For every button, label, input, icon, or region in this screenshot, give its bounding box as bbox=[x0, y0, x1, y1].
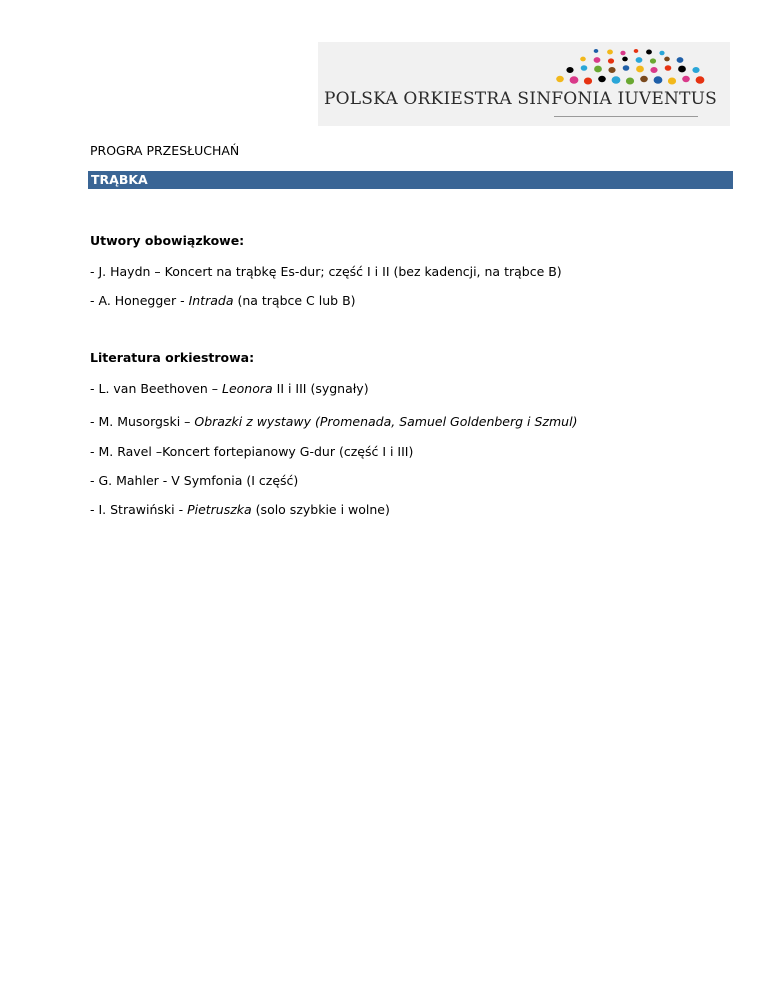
logo-dot bbox=[636, 57, 643, 63]
item-text-suffix: (solo szybkie i wolne) bbox=[251, 502, 390, 517]
item-text: - M. Musorgski – bbox=[90, 414, 195, 429]
logo-dot bbox=[623, 65, 630, 71]
logo-dot bbox=[608, 58, 614, 63]
orchestral-item-3 bbox=[90, 444, 413, 459]
logo-dot bbox=[581, 65, 588, 71]
mandatory-heading: Utwory obowiązkowe: bbox=[90, 233, 245, 248]
logo-dot bbox=[659, 51, 664, 55]
item-text-suffix: II i III (sygnały) bbox=[272, 381, 369, 396]
logo-dot bbox=[622, 57, 628, 62]
document-title: PROGRA PRZESŁUCHAŃ bbox=[90, 143, 240, 158]
orchestral-item-1 bbox=[90, 381, 369, 396]
item-text: - M. Ravel –Koncert fortepianowy G-dur (część I i III) bbox=[90, 444, 414, 459]
logo-dot bbox=[677, 57, 684, 63]
item-text: - J. Haydn – Koncert na trąbkę Es-dur; część I i II (bez kadencji, na trąbce B) bbox=[90, 264, 562, 279]
logo-dot bbox=[608, 67, 615, 73]
logo-dots-graphic bbox=[318, 42, 730, 126]
logo-text: POLSKA ORKIESTRA SINFONIA IUVENTUS bbox=[324, 89, 717, 109]
logo-dot bbox=[570, 76, 579, 83]
logo-dot bbox=[640, 76, 648, 82]
logo-dot bbox=[692, 67, 699, 73]
item-text: - L. van Beethoven – bbox=[90, 381, 222, 396]
item-text-suffix: (na trąbce C lub B) bbox=[233, 293, 356, 308]
section-header-bar bbox=[88, 171, 733, 189]
logo-dot bbox=[682, 76, 690, 82]
item-text: - A. Honegger - bbox=[90, 293, 189, 308]
logo-dot bbox=[598, 76, 606, 82]
orchestral-item-5 bbox=[90, 502, 390, 517]
logo-dot bbox=[668, 78, 676, 85]
logo-dot bbox=[646, 50, 652, 55]
logo-dot bbox=[650, 58, 656, 63]
orchestral-item-2 bbox=[90, 414, 577, 429]
logo-dot bbox=[650, 67, 657, 73]
item-text: - G. Mahler - V Symfonia (I część) bbox=[90, 473, 299, 488]
logo-dot bbox=[594, 66, 602, 73]
mandatory-item-2 bbox=[90, 293, 356, 308]
item-text: - I. Strawiński - bbox=[90, 502, 188, 517]
logo-dot bbox=[566, 67, 573, 73]
logo-dot bbox=[626, 78, 634, 85]
logo-dot bbox=[556, 76, 564, 82]
section-header-label: TRĄBKA bbox=[91, 172, 148, 187]
logo-dot bbox=[580, 57, 586, 62]
orchestral-heading: Literatura orkiestrowa: bbox=[90, 350, 255, 365]
logo-dot bbox=[678, 66, 686, 73]
logo-dot bbox=[696, 76, 705, 83]
item-title-italic: Leonora bbox=[221, 381, 273, 396]
logo-dot bbox=[636, 66, 644, 73]
orchestral-item-4 bbox=[90, 473, 298, 488]
item-title-italic: Obrazki z wystawy (Promenada, Samuel Goldenberg i Szmul) bbox=[194, 414, 578, 429]
logo-dot bbox=[607, 50, 613, 55]
logo-dot bbox=[654, 76, 663, 83]
logo-dot bbox=[620, 51, 625, 55]
logo-dot bbox=[594, 49, 599, 53]
mandatory-item-1 bbox=[90, 264, 562, 279]
logo-underline bbox=[554, 116, 698, 117]
logo-dot bbox=[612, 76, 621, 83]
orchestra-logo bbox=[318, 42, 730, 126]
item-title-italic: Intrada bbox=[188, 293, 234, 308]
logo-dot bbox=[594, 57, 601, 63]
logo-dot bbox=[665, 65, 672, 71]
item-title-italic: Pietruszka bbox=[187, 502, 252, 517]
logo-dot bbox=[664, 57, 670, 62]
logo-dot bbox=[584, 78, 592, 85]
logo-dot bbox=[634, 49, 639, 53]
